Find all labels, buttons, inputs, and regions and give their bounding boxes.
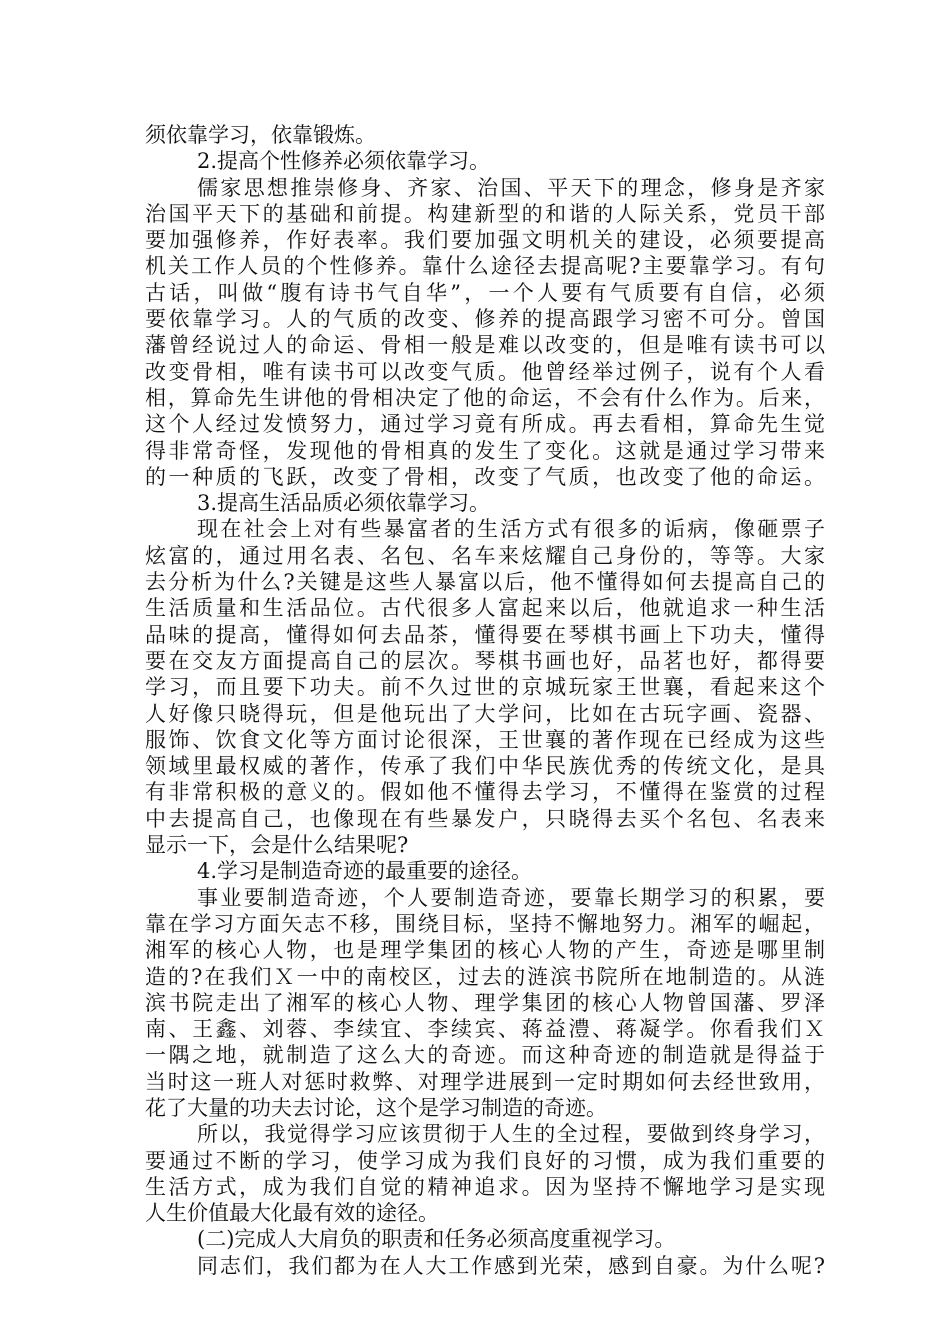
text-line: 领域里最权威的著作，传承了我们中华民族优秀的传统文化，是具 [145, 754, 825, 779]
text-line: 古话，叫做“腹有诗书气自华”，一个人要有气质要有自信，必须 [145, 280, 825, 305]
text-line: 当时这一班人对惩时救弊、对理学进展到一定时期如何去经世致用， [145, 1069, 825, 1094]
text-line: 这个人经过发愤努力，通过学习竟有所成。再去看相，算命先生觉 [145, 412, 825, 437]
text-line: 须依靠学习，依靠锻炼。 [145, 123, 376, 147]
paragraph-first-line: 所以，我觉得学习应该贯彻于人生的全过程，要做到终身学习， [197, 1122, 825, 1147]
text-line: 治国平天下的基础和前提。构建新型的和谐的人际关系，党员干部 [145, 201, 825, 226]
text-line: 炫富的，通过用名表、名包、名车来炫耀自己身份的，等等。大家 [145, 543, 825, 568]
text-line: 人生价值最大化最有效的途径。 [145, 1201, 439, 1226]
text-line: 要依靠学习。人的气质的改变、修养的提高跟学习密不可分。曾国 [145, 307, 825, 332]
text-line: 靠在学习方面矢志不移，围绕目标，坚持不懈地努力。湘军的崛起， [145, 911, 825, 936]
paragraph-first-line: 2.提高个性修养必须依靠学习。 [197, 149, 491, 174]
text-line: 造的?在我们Ｘ一中的南校区，过去的涟滨书院所在地制造的。从涟 [145, 964, 825, 989]
text-line: 学习，而且要下功夫。前不久过世的京城玩家王世襄，看起来这个 [145, 675, 825, 700]
text-line: 品味的提高，懂得如何去品茶，懂得要在琴棋书画上下功夫，懂得 [145, 622, 825, 647]
text-line: 的一种质的飞跃，改变了骨相，改变了气质，也改变了他的命运。 [145, 464, 825, 489]
text-line: 要在交友方面提高自己的层次。琴棋书画也好，品茗也好，都得要 [145, 648, 825, 673]
text-line: 藩曾经说过人的命运、骨相一般是难以改变的，但是唯有读书可以 [145, 333, 825, 358]
paragraph-first-line: 4.学习是制造奇迹的最重要的途径。 [197, 859, 533, 884]
text-line: 人好像只晓得玩，但是他玩出了大学问，比如在古玩字画、瓷器、 [145, 701, 825, 726]
text-line: 机关工作人员的个性修养。靠什么途径去提高呢?主要靠学习。有句 [145, 254, 825, 279]
text-line: 滨书院走出了湘军的核心人物、理学集团的核心人物曾国藩、罗泽 [145, 990, 825, 1015]
paragraph-first-line: 3.提高生活品质必须依靠学习。 [197, 491, 491, 516]
text-line: 湘军的核心人物，也是理学集团的核心人物的产生，奇迹是哪里制 [145, 938, 825, 963]
paragraph-first-line: 同志们，我们都为在人大工作感到光荣，感到自豪。为什么呢? [197, 1253, 825, 1278]
text-line: 服饰、饮食文化等方面讨论很深，王世襄的著作现在已经成为这些 [145, 727, 825, 752]
paragraph-first-line: 事业要制造奇迹，个人要制造奇迹，要靠长期学习的积累，要 [197, 885, 825, 910]
text-line: 一隅之地，就制造了这么大的奇迹。而这种奇迹的制造就是得益于 [145, 1043, 825, 1068]
text-line: 要加强修养，作好表率。我们要加强文明机关的建设，必须要提高 [145, 228, 825, 253]
text-line: 生活方式，成为我们自觉的精神追求。因为坚持不懈地学习是实现 [145, 1174, 825, 1199]
text-line: 得非常奇怪，发现他的骨相真的发生了变化。这就是通过学习带来 [145, 438, 825, 463]
body-text [145, 122, 825, 1279]
paragraph-first-line: 儒家思想推崇修身、齐家、治国、平天下的理念，修身是齐家 [197, 175, 825, 200]
paragraph-first-line: 现在社会上对有些暴富者的生活方式有很多的诟病，像砸票子 [197, 517, 825, 542]
text-line: 要通过不断的学习，使学习成为我们良好的习惯，成为我们重要的 [145, 1148, 825, 1173]
text-line: 相，算命先生讲他的骨相决定了他的命运，不会有什么作为。后来， [145, 385, 825, 410]
text-line: 改变骨相，唯有读书可以改变气质。他曾经举过例子，说有个人看 [145, 359, 825, 384]
text-line: 南、王鑫、刘蓉、李续宜、李续宾、蒋益澧、蒋凝学。你看我们Ｘ [145, 1017, 825, 1042]
text-line: 显示一下，会是什么结果呢? [145, 833, 409, 858]
text-line: 生活质量和生活品位。古代很多人富起来以后，他就追求一种生活 [145, 596, 825, 621]
text-line: 花了大量的功夫去讨论，这个是学习制造的奇迹。 [145, 1095, 607, 1120]
text-line: 中去提高自己，也像现在有些暴发户，只晓得去买个名包、名表来 [145, 806, 825, 831]
text-line: 去分析为什么?关键是这些人暴富以后，他不懂得如何去提高自己的 [145, 570, 825, 595]
text-line: 有非常积极的意义的。假如他不懂得去学习，不懂得在鉴赏的过程 [145, 780, 825, 805]
paragraph-first-line: (二)完成人大肩负的职责和任务必须高度重视学习。 [197, 1227, 676, 1252]
